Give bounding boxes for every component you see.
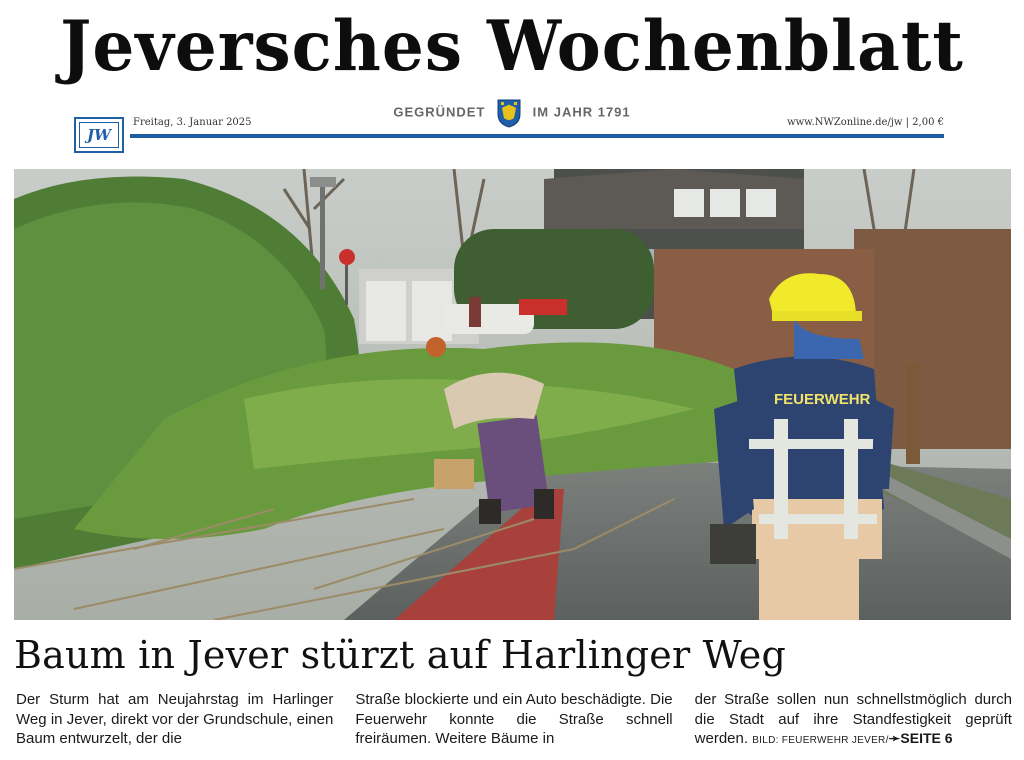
page-reference[interactable]: ➛SEITE 6: [888, 730, 953, 746]
lead-photo: [14, 169, 1011, 620]
jw-logo-text: JW: [79, 122, 119, 148]
article-column-1: Der Sturm hat am Neujahrstag im Harlinger Weg in Jever, direkt vor der Grundschule, einen Baum entwurzelt, der die: [16, 691, 334, 747]
issue-date: Freitag, 3. Januar 2025: [133, 117, 252, 128]
photo-illustration: [14, 169, 1011, 620]
article-column-2: Straße blockierte und ein Auto beschädigte. Die Feuerwehr konnte die Straße schnell freiräumen. Weitere Bäume in: [355, 691, 673, 747]
article-body: [16, 690, 1012, 756]
jw-logo: [74, 117, 124, 153]
founded-year: IM JAHR 1791: [532, 104, 631, 120]
photo-credit: BILD: FEUERWEHR JEVER/: [752, 735, 889, 746]
coat-of-arms-icon: [496, 98, 522, 128]
vest-label: FEUERWEHR: [774, 391, 871, 408]
masthead-rule: [130, 134, 944, 138]
article-headline: Baum in Jever stürzt auf Harlinger Weg: [14, 633, 787, 677]
article-column-3: [695, 690, 1012, 756]
founded-label: GEGRÜNDET: [393, 104, 486, 120]
masthead: [0, 0, 1024, 150]
article-column-3-text: der Straße sollen nun schnellstmöglich durch die Stadt auf ihre Standfestigkeit geprüft werden.: [694, 691, 1012, 747]
newspaper-title: Jeversches Wochenblatt: [60, 5, 964, 87]
website-price[interactable]: www.NWZonline.de/jw | 2,00 €: [787, 117, 944, 128]
